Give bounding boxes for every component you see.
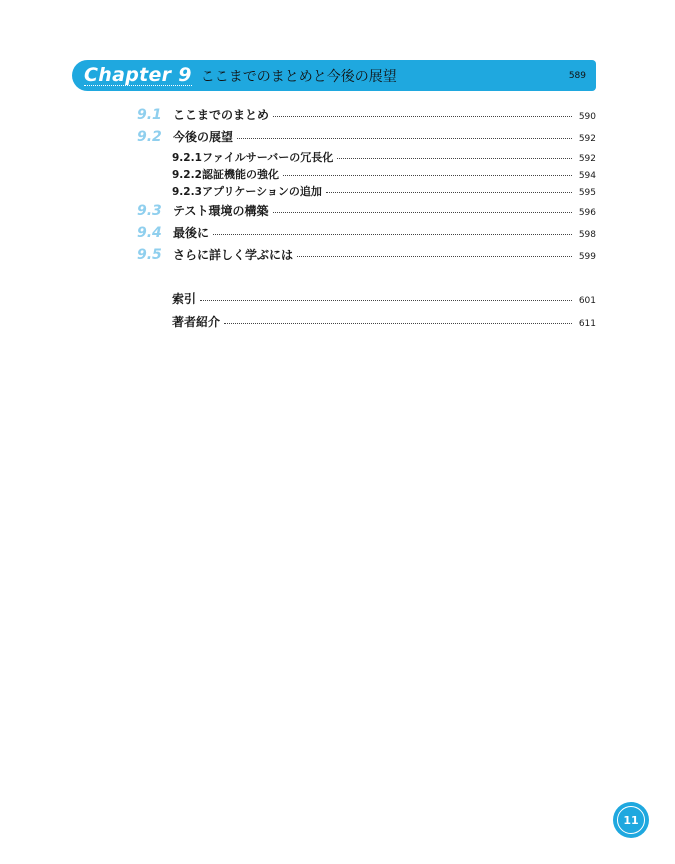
dot-leader [237, 137, 572, 139]
page-number: 596 [578, 208, 596, 218]
footer-page-number: 11 [623, 813, 639, 827]
chapter-label: Chapter 9 [84, 64, 192, 86]
dot-leader [297, 255, 572, 257]
dot-leader [200, 299, 572, 301]
subsection-number: 9.2.2 [172, 169, 202, 181]
chapter-banner [72, 60, 596, 91]
subsection-number: 9.2.3 [172, 186, 202, 198]
dot-leader [224, 322, 572, 324]
dot-leader [213, 233, 572, 235]
page-number: 601 [578, 296, 596, 306]
chapter-page-number: 589 [568, 70, 586, 81]
toc-entry-9-5[interactable] [137, 246, 596, 263]
subsection-title: 認証機能の強化 [202, 168, 279, 181]
subsection-title: ファイルサーバーの冗長化 [202, 151, 334, 164]
chapter-title: ここまでのまとめと今後の展望 [200, 68, 397, 85]
subsection-number: 9.2.1 [172, 152, 202, 164]
dot-leader [273, 211, 572, 213]
section-number: 9.5 [137, 247, 162, 263]
toc-entry-9-2-2[interactable] [137, 166, 596, 182]
page-number: 592 [578, 154, 596, 164]
toc-entry-index[interactable] [137, 290, 596, 307]
section-number: 9.1 [137, 107, 162, 123]
section-number: 9.3 [137, 203, 162, 219]
toc-entry-9-2[interactable] [137, 128, 596, 145]
toc-entry-9-3[interactable] [137, 202, 596, 219]
author-title: 著者紹介 [172, 315, 221, 329]
subsection-title: アプリケーションの追加 [202, 185, 322, 198]
page-number: 590 [578, 112, 596, 122]
page-number: 598 [578, 230, 596, 240]
index-title: 索引 [172, 292, 197, 306]
section-title: 最後に [173, 226, 210, 240]
section-title: ここまでのまとめ [173, 108, 270, 122]
toc-entry-9-2-3[interactable] [137, 183, 596, 199]
page-number: 611 [578, 319, 596, 329]
section-title: さらに詳しく学ぶには [173, 248, 294, 262]
toc-entry-9-2-1[interactable] [137, 149, 596, 165]
page-number: 599 [578, 252, 596, 262]
section-number: 9.2 [137, 129, 162, 145]
toc-entry-9-1[interactable] [137, 106, 596, 123]
toc-entry-9-4[interactable] [137, 224, 596, 241]
page-number: 592 [578, 134, 596, 144]
page-number-ring [617, 806, 645, 834]
dot-leader [326, 191, 572, 193]
section-number: 9.4 [137, 225, 162, 241]
page-number-badge [613, 802, 649, 838]
page-number: 594 [578, 171, 596, 181]
section-title: 今後の展望 [173, 130, 234, 144]
toc-entry-author[interactable] [137, 313, 596, 330]
section-title: テスト環境の構築 [173, 204, 269, 218]
page-number: 595 [578, 188, 596, 198]
dot-leader [273, 115, 572, 117]
dot-leader [283, 174, 572, 176]
dot-leader [337, 157, 572, 159]
